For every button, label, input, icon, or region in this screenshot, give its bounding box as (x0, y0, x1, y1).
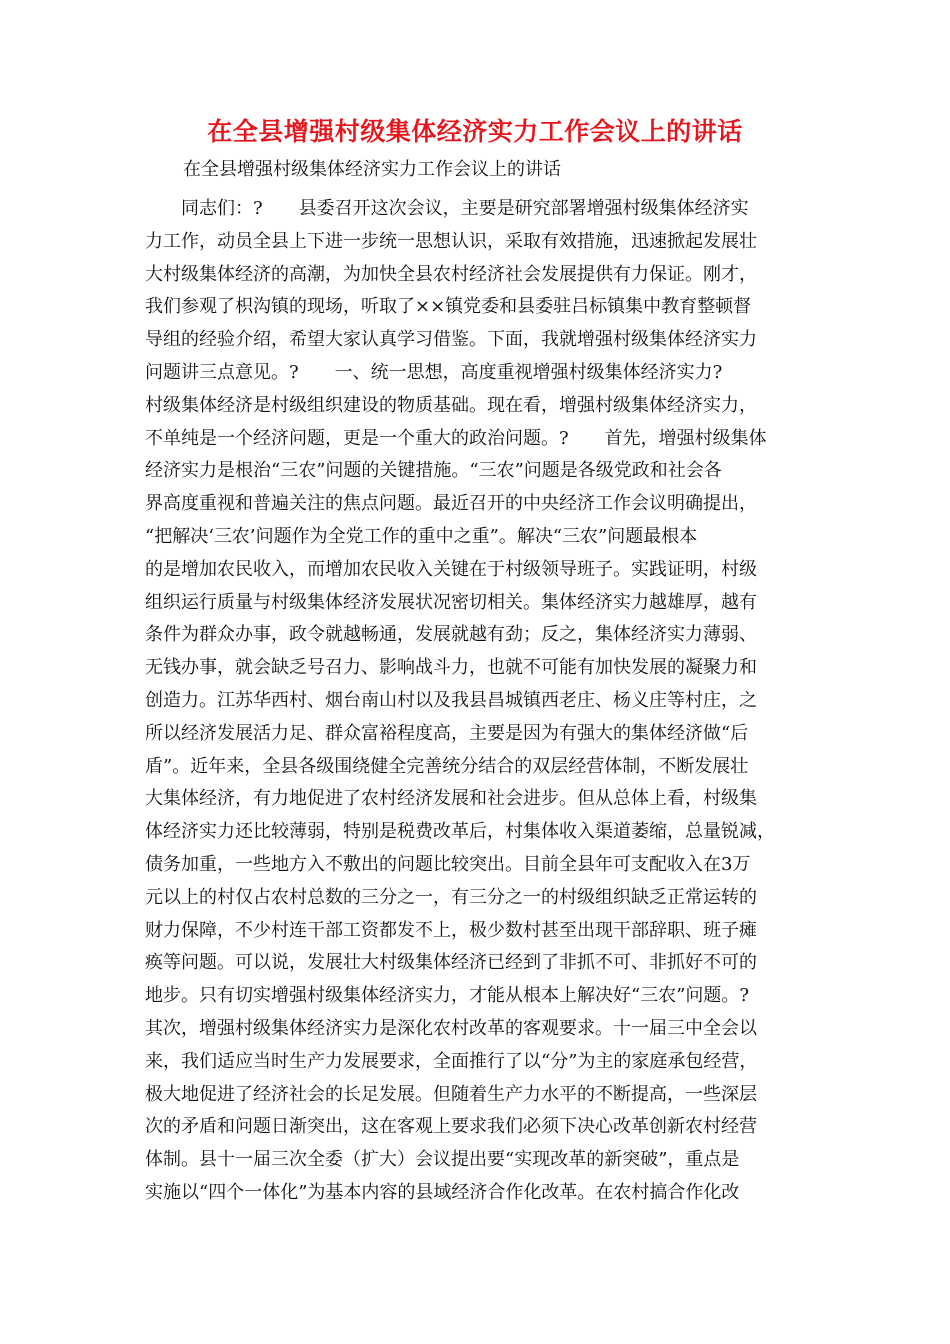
body-text-line: 不单纯是一个经济问题，更是一个重大的政治问题。? 首先，增强村级集体 (145, 427, 767, 449)
body-text-line: “把解决‘三农’问题作为全党工作的重中之重”。解决“三农”问题最根本 (145, 525, 698, 547)
body-text-line: 条件为群众办事，政令就越畅通，发展就越有劲；反之，集体经济实力薄弱、 (145, 624, 757, 646)
body-text-line: 体制。县十一届三次全委（扩大）会议提出要“实现改革的新突破”，重点是 (145, 1149, 740, 1171)
document-subtitle: 在全县增强村级集体经济实力工作会议上的讲话 (183, 159, 561, 180)
body-text-line: 元以上的村仅占农村总数的三分之一，有三分之一的村级组织缺乏正常运转的 (145, 886, 757, 908)
body-text-line: 界高度重视和普遍关注的焦点问题。最近召开的中央经济工作会议明确提出， (145, 493, 757, 515)
body-text-line: 的是增加农民收入，而增加农民收入关键在于村级领导班子。实践证明，村级 (145, 558, 757, 580)
body-text-line: 问题讲三点意见。? 一、统一思想，高度重视增强村级集体经济实力? (145, 361, 723, 383)
body-text-line: 债务加重，一些地方入不敷出的问题比较突出。目前全县年可支配收入在3万 (145, 853, 751, 875)
body-text-line: 实施以“四个一体化”为基本内容的县域经济合作化改革。在农村搞合作化改 (145, 1181, 740, 1203)
body-text-line: 地步。只有切实增强村级集体经济实力，才能从根本上解决好“三农”问题。? (145, 985, 750, 1007)
body-text-line: 次的矛盾和问题日渐突出，这在客观上要求我们必须下决心改革创新农村经营 (145, 1116, 757, 1138)
body-text-line: 力工作，动员全县上下进一步统一思想认识，采取有效措施，迅速掀起发展壮 (145, 230, 757, 252)
body-text-line: 大集体经济，有力地促进了农村经济发展和社会进步。但从总体上看，村级集 (145, 788, 757, 810)
body-text-line: 财力保障，不少村连干部工资都发不上，极少数村甚至出现干部辞职、班子瘫 (145, 919, 757, 941)
body-text-line: 导组的经验介绍，希望大家认真学习借鉴。下面，我就增强村级集体经济实力 (145, 329, 757, 351)
document-title: 在全县增强村级集体经济实力工作会议上的讲话 (207, 117, 743, 146)
body-text-line: 组织运行质量与村级集体经济发展状况密切相关。集体经济实力越雄厚，越有 (145, 591, 757, 613)
body-text-line: 我们参观了枳沟镇的现场，听取了××镇党委和县委驻吕标镇集中教育整顿督 (145, 296, 752, 318)
body-text-line: 来，我们适应当时生产力发展要求，全面推行了以“分”为主的家庭承包经营， (145, 1050, 758, 1072)
body-text-line: 无钱办事，就会缺乏号召力、影响战斗力，也就不可能有加快发展的凝聚力和 (145, 657, 757, 679)
body-text-line: 创造力。江苏华西村、烟台南山村以及我县昌城镇西老庄、杨义庄等村庄，之 (145, 689, 757, 711)
body-text-line: 体经济实力还比较薄弱，特别是税费改革后，村集体收入渠道萎缩，总量锐减， (145, 821, 775, 843)
body-text-line: 同志们：? 县委召开这次会议，主要是研究部署增强村级集体经济实 (145, 198, 749, 219)
body-text-line: 极大地促进了经济社会的长足发展。但随着生产力水平的不断提高，一些深层 (145, 1083, 757, 1105)
body-text-line: 其次，增强村级集体经济实力是深化农村改革的客观要求。十一届三中全会以 (145, 1017, 757, 1039)
body-text-line: 大村级集体经济的高潮，为加快全县农村经济社会发展提供有力保证。刚才， (145, 263, 757, 285)
body-text-line: 盾”。近年来，全县各级围绕健全完善统分结合的双层经营体制，不断发展壮 (145, 755, 749, 777)
body-text-line: 村级集体经济是村级组织建设的物质基础。现在看，增强村级集体经济实力， (145, 394, 757, 416)
body-text-line: 痪等问题。可以说，发展壮大村级集体经济已经到了非抓不可、非抓好不可的 (145, 952, 757, 974)
body-text-line: 所以经济发展活力足、群众富裕程度高，主要是因为有强大的集体经济做“后 (145, 722, 749, 744)
document-body (145, 193, 815, 1210)
body-text-line: 经济实力是根治“三农”问题的关键措施。“三农”问题是各级党政和社会各 (145, 460, 722, 482)
